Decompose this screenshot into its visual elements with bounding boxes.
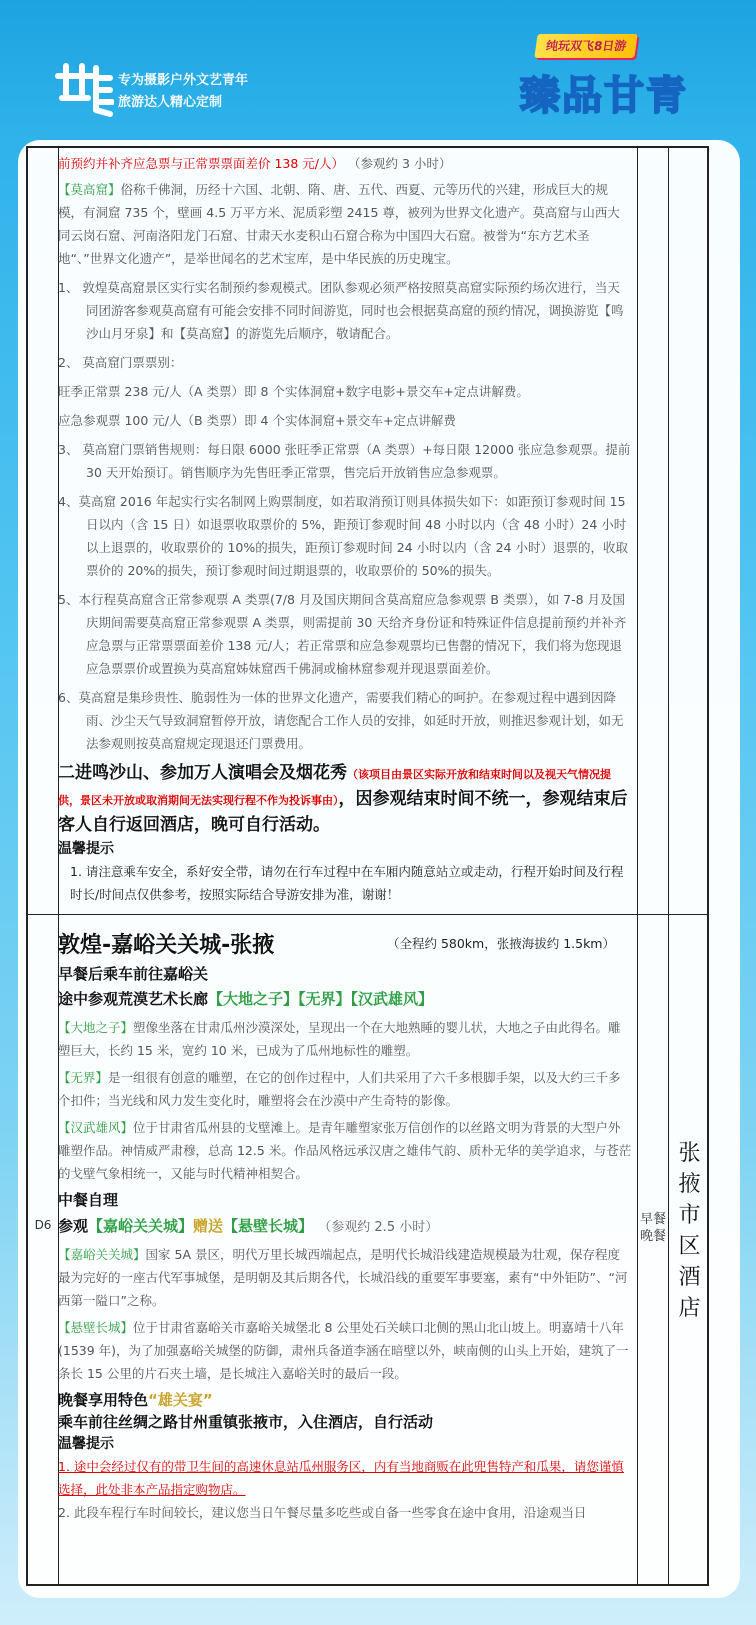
day5-tips-title: 温馨提示 (58, 841, 114, 857)
header (0, 0, 756, 145)
day6-title: 敦煌-嘉峪关关城-张掖 (58, 933, 275, 958)
slogan-line-2: 旅游达人精心定制 (118, 95, 223, 110)
brand-title-text: 臻品甘青 (520, 73, 688, 119)
itinerary-table (26, 146, 709, 1586)
hanwu-tag: 【汉武雄风】 (58, 1120, 134, 1135)
tour-badge: 纯玩双飞8日游 (534, 34, 638, 58)
mogao-duration: （参观约 3 小时） (348, 156, 452, 171)
mogao-rule-6: 6、莫高窟是集珍贵性、脆弱性为一体的世界文化遗产，需要我们精心的呵护。在参观过程中遇到因降雨、沙尘天气导致洞窟暂停开放，请您配合工作人员的安排，如延时开放，则推迟参观计划，如无法参观则按莫高窟规定现退还门票费用。 (58, 690, 624, 751)
xb-tag: 【悬壁长城】 (58, 1320, 134, 1335)
mogao-rule-5: 5、本行程莫高窟含正常参观票 A 类票(7/8 月及国庆期间含莫高窟应急参观票 B 类票），如 7-8 月及国庆期间需要莫高窟正常参观票 A 类票，则需提前 30 天给齐身份证和特殊证件信息提前预约并补齐应急票与正常票票面差价 138 元/人；若正常票和应急参观票均已售罄的情况下，我们将为您现退应急票票价或置换为莫高窟姊妹窟西千佛洞或榆林窟参观并现退票面差价。 (58, 592, 627, 676)
day6-tips-title: 温馨提示 (58, 1436, 114, 1452)
dadi-tag: 【大地之子】 (58, 1020, 134, 1035)
dinner-tag: “雄关宴” (148, 1391, 213, 1409)
visit-gift: 赠送 (193, 1217, 224, 1235)
day5-content (58, 152, 632, 906)
mogao-text: 俗称千佛洞，历经十六国、北朝、隋、唐、五代、西夏、元等历代的兴建，形成巨大的规模，有洞窟 735 个，壁画 4.5 万平方米、泥质彩塑 2415 尊，被列为世界文化遗产。莫高窟与山西大同云岗石窟、河南洛阳龙门石窟、甘肃天水麦积山石窟合称为中国四大石窟。被誉为“东方艺术圣地“、”世界文化遗产”，是举世闻名的艺术宝库，是中华民族的历史瑰宝。 (58, 182, 620, 266)
mogao-rule-2: 2、 莫高窟门票票别： (58, 355, 183, 370)
lunch-note: 中餐自理 (58, 1191, 119, 1209)
brand-title (520, 54, 720, 134)
brand-logo-icon (52, 58, 114, 118)
mogao-price-note: 前预约并补齐应急票与正常票票面差价 138 元/人） (58, 156, 345, 171)
wujie-text: 是一组很有创意的雕塑，在它的创作过程中，人们共采用了六千多根脚手架，以及大约三千多个扣件；当光线和风力发生变化时，雕塑将会在沙漠中产生奇特的影像。 (58, 1070, 621, 1108)
day5-tip-1: 1. 请注意乘车安全，系好安全带，请勿在行车过程中在车厢内随意站立或走动，行程开始时间及行程时长/时间点仅供参考，按照实际结合导游安排为准，谢谢！ (70, 864, 624, 902)
day6-content (58, 962, 632, 1524)
itinerary-card (18, 140, 740, 1598)
visit-tag-xb: 【悬壁长城】 (223, 1217, 314, 1235)
dadi-text: 塑像坐落在甘肃瓜州沙漠深处，呈现出一个在大地熟睡的婴儿状，大地之子由此得名。雕塑巨大，长约 15 米，宽约 10 米，已成为了瓜州地标性的雕塑。 (58, 1020, 621, 1058)
wujie-tag: 【无界】 (58, 1070, 109, 1085)
slogan-line-1: 专为摄影户外文艺青年 (118, 73, 249, 88)
mogao-rule-1: 1、 敦煌莫高窟景区实行实名制预约参观模式。团队参观必须严格按照莫高窟实际预约场次进行，当天同团游客参观莫高窟有可能会安排不同时间游览，同时也会根据莫高窟的预约情况，调换游览【鸣沙山月牙泉】和【莫高窟】的游览先后顺序，敬请配合。 (58, 280, 624, 341)
hanwu-text: 位于甘肃省瓜州县的戈壁滩上。是青年雕塑家张万信创作的以丝路文明为背景的大型户外雕塑作品。神情威严肃穆，总高 12.5 米。作品风格远承汉唐之雄伟气韵、质朴无华的美学追求，与苍茫的戈壁气象相统一，又能与时代精神相契合。 (58, 1120, 632, 1181)
mogao-rule-4: 4、莫高窟 2016 年起实行实名制网上购票制度，如若取消预订则具体损失如下：如距预订参观时间 15 日以内（含 15 日）如退票收取票价的 5%，距预订参观时间 48 小时以内（含 48 小时）24 小时以上退票的，收取票价的 10%的损失，距预订参观时间 24 小时以内（含 24 小时）退票的，收取票价的 20%的损失，预订参观时间过期退票的，收取票价的 50%的损失。 (58, 494, 628, 578)
day6-line-2: 途中参观荒漠艺术长廊 (58, 990, 209, 1008)
mogao-rule-3: 3、 莫高窟门票销售规则：每日限 6000 张旺季正常票（A 类票）+每日限 12000 张应急参观票。提前 30 天开始预订。销售顺序为先售旺季正常票，售完后开放销售应急参观票。 (58, 442, 631, 480)
tag-wujie: 【无界】 (298, 990, 351, 1008)
mogao-ticket-a: 旺季正常票 238 元/人（A 类票）即 8 个实体洞窟+数字电影+景交车+定点讲解费。 (58, 384, 529, 399)
visit-tag-jyg: 【嘉峪关关城】 (88, 1217, 194, 1235)
jyg-tag: 【嘉峪关关城】 (58, 1247, 146, 1262)
visit-duration: （参观约 2.5 小时） (318, 1220, 439, 1235)
drive-note: 乘车前往丝绸之路甘州重镇张掖市，入住酒店，自行活动 (58, 1413, 434, 1431)
tag-dadi: 【大地之子】 (208, 990, 299, 1008)
day6-meta: （全程约 580km，张掖海拔约 1.5km） (386, 936, 615, 951)
mogao-ticket-b: 应急参观票 100 元/人（B 类票）即 4 个实体洞窟+景交车+定点讲解费 (58, 413, 456, 428)
second-visit-rest: ，因参观结束时间不统一，参观结束后客人自行返回酒店，晚可自行活动。 (58, 789, 628, 835)
day6-meals: 早餐晚餐 (639, 1212, 666, 1244)
day6-hotel: 张掖市区酒店 (678, 1141, 701, 1321)
day6-line-1: 早餐后乘车前往嘉峪关 (58, 965, 209, 983)
second-visit-note: （该项目由景区实际开放和结束时间以及视天气情况提供，景区未开放或取消期间无法实现行程不作为投诉事由） (58, 768, 611, 807)
day6-tip-2: 2. 此段车程行车时间较长，建议您当日午餐尽量多吃些或自备一些零食在途中食用，沿途观当日 (58, 1505, 587, 1520)
xb-text: 位于甘肃省嘉峪关市嘉峪关城堡北 8 公里处石关峡口北侧的黑山北山坡上。明嘉靖十八年(1539 年)，为了加强嘉峪关城堡的防御，肃州兵备道李涵在暗壁以外，峡南侧的山头上开始，建筑了一条长 15 公里的片石夹土墙，是长城注入嘉峪关时的最后一段。 (58, 1320, 629, 1381)
slogan (118, 70, 248, 114)
day6-tip-1: 1. 途中会经过仅有的带卫生间的高速休息站瓜州服务区，内有当地商贩在此兜售特产和瓜果，请您谨慎选择，此处非本产品指定购物店。 (58, 1459, 624, 1497)
visit-prefix: 参观 (58, 1217, 89, 1235)
tag-hanwu: 【汉武雄风】 (350, 990, 434, 1008)
day6-label: D6 (34, 1218, 52, 1232)
second-visit-title: 二进鸣沙山、参加万人演唱会及烟花秀 (58, 763, 347, 783)
jyg-text: 国家 5A 景区，明代万里长城西端起点，是明代长城沿线建造规模最为壮观，保存程度最为完好的一座古代军事城堡，是明朝及其后期各代，长城沿线的重要军事要塞，素有“中外钜防”、“河西第一隘口”之称。 (58, 1247, 628, 1308)
dinner-prefix: 晚餐享用特色 (58, 1391, 149, 1409)
mogao-tag: 【莫高窟】 (58, 182, 121, 197)
